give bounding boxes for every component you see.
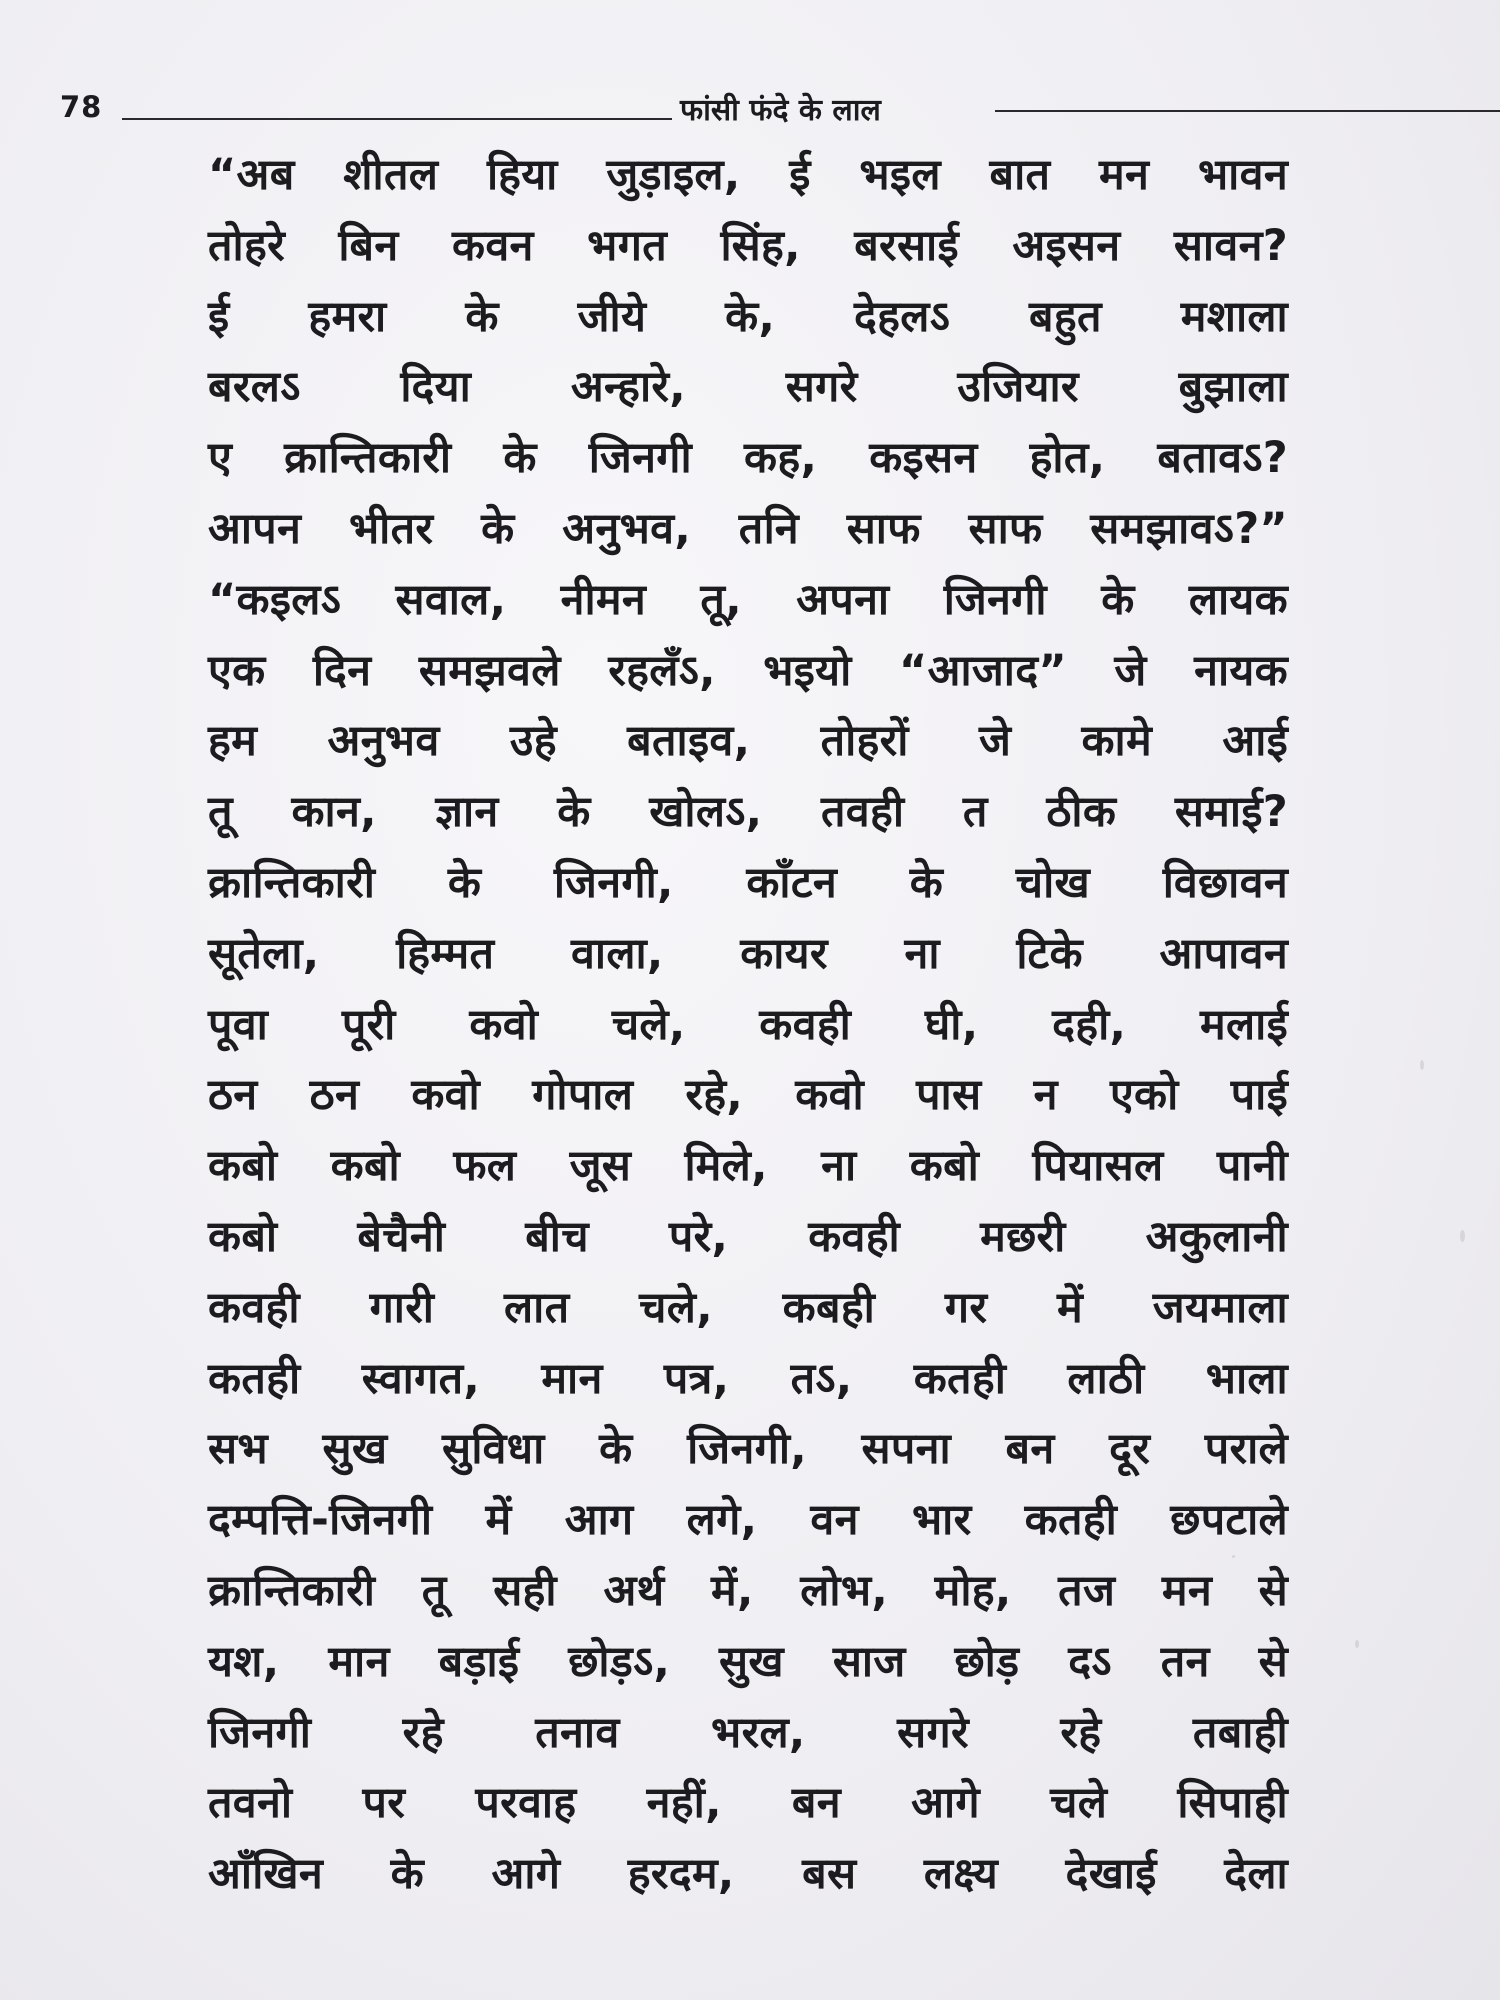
verse-line: सभ सुख सुविधा के जिनगी, सपना बन दूर पराले [208,1424,1288,1475]
poem-body [208,140,1288,1910]
verse-line: कतही स्वागत, मान पत्र, तऽ, कतही लाठी भाला [208,1353,1288,1404]
paper-speck [1460,1230,1465,1242]
verse-line: “अब शीतल हिया जुड़ाइल, ई भइल बात मन भावन [208,150,1288,200]
verse-line: आँखिन के आगे हरदम, बस लक्ष्य देखाई देला [208,1849,1288,1900]
verse-line: क्रान्तिकारी के जिनगी, काँटन के चोख विछावन [208,857,1288,908]
paper-speck [1232,1555,1235,1558]
verse-line: सूतेला, हिम्मत वाला, कायर ना टिके आपावन [208,928,1288,979]
verse-line: आपन भीतर के अनुभव, तनि साफ साफ समझावऽ?” [208,503,1288,554]
paper-speck [1420,1060,1424,1070]
verse-line: ए क्रान्तिकारी के जिनगी कह, कइसन होत, बतावऽ? [208,433,1288,484]
verse-line: कवही गारी लात चले, कबही गर में जयमाला [208,1282,1288,1333]
verse-line: बरलऽ दिया अन्हारे, सगरे उजियार बुझाला [208,362,1288,413]
page-header [60,88,1445,138]
page-number: 78 [60,90,103,124]
verse-line: तोहरे बिन कवन भगत सिंह, बरसाई अइसन सावन? [208,220,1288,271]
header-rule-left [122,118,672,120]
verse-line: कबो कबो फल जूस मिले, ना कबो पियासल पानी [208,1141,1288,1192]
verse-line: ठन ठन कवो गोपाल रहे, कवो पास न एको पाई [208,1070,1288,1121]
verse-line: यश, मान बड़ाई छोड़ऽ, सुख साज छोड़ दऽ तन से [208,1636,1288,1687]
verse-line: “कइलऽ सवाल, नीमन तू, अपना जिनगी के लायक [208,574,1288,625]
verse-line: हम अनुभव उहे बताइव, तोहरों जे कामे आई [208,716,1288,767]
verse-line: एक दिन समझवले रहलँऽ, भइयो “आजाद” जे नायक [208,645,1288,696]
verse-line: कबो बेचैनी बीच परे, कवही मछरी अकुलानी [208,1211,1288,1262]
verse-line: तवनो पर परवाह नहीं, बन आगे चले सिपाही [208,1778,1288,1829]
paper-speck [1355,1640,1359,1648]
verse-line: ई हमरा के जीये के, देहलऽ बहुत मशाला [208,291,1288,342]
verse-line: जिनगी रहे तनाव भरल, सगरे रहे तबाही [208,1707,1288,1758]
header-rule-right [995,110,1500,112]
verse-line: दम्पत्ति-जिनगी में आग लगे, वन भार कतही छपटाले [208,1495,1288,1546]
verse-line: तू कान, ज्ञान के खोलऽ, तवही त ठीक समाई? [208,787,1288,838]
verse-line: क्रान्तिकारी तू सही अर्थ में, लोभ, मोह, तज मन से [208,1565,1288,1616]
running-title: फांसी फंदे के लाल [680,93,881,128]
verse-line: पूवा पूरी कवो चले, कवही घी, दही, मलाई [208,999,1288,1050]
